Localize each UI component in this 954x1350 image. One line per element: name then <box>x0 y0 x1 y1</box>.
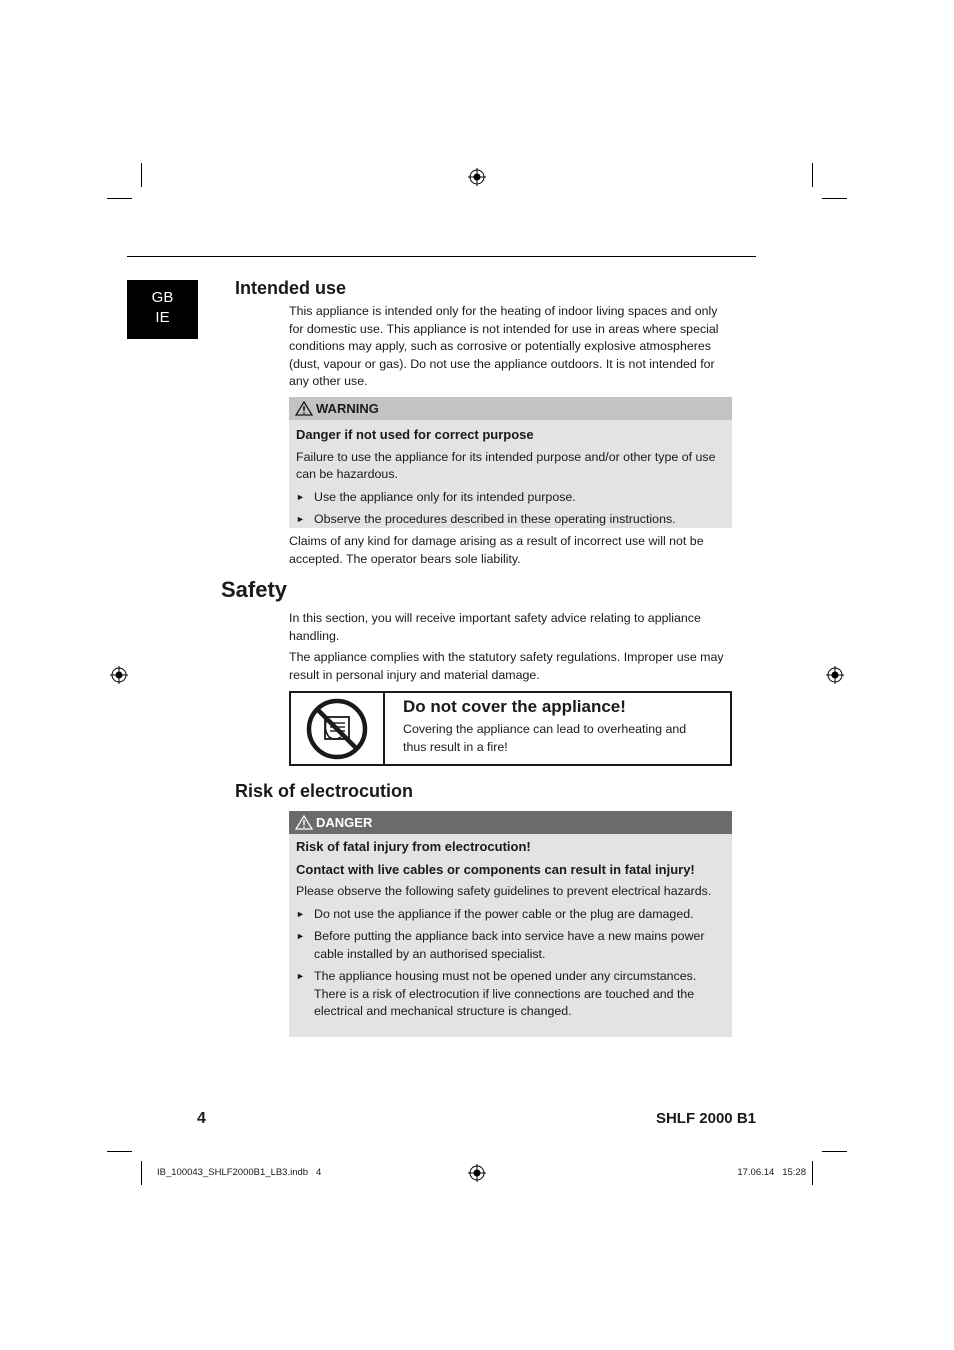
liability-paragraph: Claims of any kind for damage arising as a result of incorrect use will not be accepted. The operator bears sole liability. <box>289 534 704 566</box>
warning-title: Danger if not used for correct purpose <box>296 427 534 442</box>
registration-mark-icon <box>826 666 844 684</box>
notice-pictogram <box>291 693 385 764</box>
list-item-text: Use the appliance only for its intended purpose. <box>314 489 576 504</box>
danger-subtitle: Contact with live cables or components can result in fatal injury! <box>296 861 695 877</box>
danger-body <box>289 834 732 1028</box>
list-item-text: Observe the procedures described in these operating instructions. <box>314 512 676 526</box>
arrow-bullet-icon: ► <box>296 931 305 941</box>
danger-triangle-icon <box>295 815 313 830</box>
danger-header <box>289 811 732 834</box>
danger-label: DANGER <box>316 815 373 830</box>
crop-mark <box>141 1161 142 1185</box>
arrow-bullet-icon: ► <box>296 971 305 981</box>
crop-mark <box>822 1151 847 1152</box>
warning-body <box>289 420 732 536</box>
danger-text: Please observe the following safety guidelines to prevent electrical hazards. <box>296 884 712 898</box>
registration-mark-icon <box>468 168 486 186</box>
notice-content <box>385 693 703 764</box>
intended-use-heading: Intended use <box>235 278 347 298</box>
slug-filename: IB_100043_SHLF2000B1_LB3.indb 4 <box>157 1167 322 1178</box>
warning-text: Failure to use the appliance for its intended purpose and/or other type of use can be hazardous. <box>296 449 716 481</box>
list-item <box>296 968 724 1021</box>
model-number: SHLF 2000 B1 <box>655 1110 756 1127</box>
list-item-text: The appliance housing must not be opened under any circumstances. There is a risk of electrocution if live connections are touched and the electrical and mechanical structure is changed. <box>314 969 697 1018</box>
safety-paragraph: The appliance complies with the statutory safety regulations. Improper use may result in personal injury and material damage. <box>289 650 724 682</box>
crop-mark <box>141 163 142 187</box>
notice-text: Covering the appliance can lead to overheating and thus result in a fire! <box>403 722 687 754</box>
list-item-text: Before putting the appliance back into service have a new mains power cable installed by an authorised specialist. <box>314 929 705 961</box>
crop-mark <box>812 1161 813 1185</box>
do-not-cover-icon <box>305 697 369 761</box>
intended-use-paragraph: This appliance is intended only for the heating of indoor living spaces and only for domestic use. This appliance is not intended for use in areas where special conditions may apply, such as corrosive or potentially explosive atmospheres (dust, vapour or gas). Do not use the appliance outdoors. It is not intended for any other use. <box>289 304 719 388</box>
warning-label: WARNING <box>316 401 379 416</box>
warning-box <box>289 397 732 528</box>
crop-mark <box>812 163 813 187</box>
header-rule <box>127 256 756 257</box>
registration-mark-icon <box>110 666 128 684</box>
list-item <box>296 511 724 529</box>
language-code: IE <box>155 309 170 326</box>
safety-paragraph: In this section, you will receive important safety advice relating to appliance handling. <box>289 611 701 643</box>
arrow-bullet-icon: ► <box>296 491 305 502</box>
language-code: GB <box>151 289 174 306</box>
list-item <box>296 928 724 963</box>
danger-title: Risk of fatal injury from electrocution! <box>296 839 531 854</box>
slug-timestamp: 17.06.14 15:28 <box>737 1167 806 1178</box>
registration-mark-icon <box>468 1164 486 1182</box>
notice-title: Do not cover the appliance! <box>403 697 626 716</box>
crop-mark <box>107 1151 132 1152</box>
crop-mark <box>822 198 847 199</box>
crop-mark <box>107 198 132 199</box>
page-number: 4 <box>197 1110 206 1127</box>
warning-triangle-icon <box>295 401 313 416</box>
language-tab <box>127 280 198 339</box>
list-item <box>296 906 724 924</box>
safety-heading: Safety <box>221 577 288 602</box>
electrocution-heading: Risk of electrocution <box>235 781 414 801</box>
list-item <box>296 489 724 507</box>
warning-header <box>289 397 732 420</box>
list-item-text: Do not use the appliance if the power cable or the plug are damaged. <box>314 906 694 921</box>
arrow-bullet-icon: ► <box>296 514 305 524</box>
danger-box <box>289 811 732 1037</box>
arrow-bullet-icon: ► <box>296 908 305 919</box>
do-not-cover-notice <box>289 691 732 766</box>
